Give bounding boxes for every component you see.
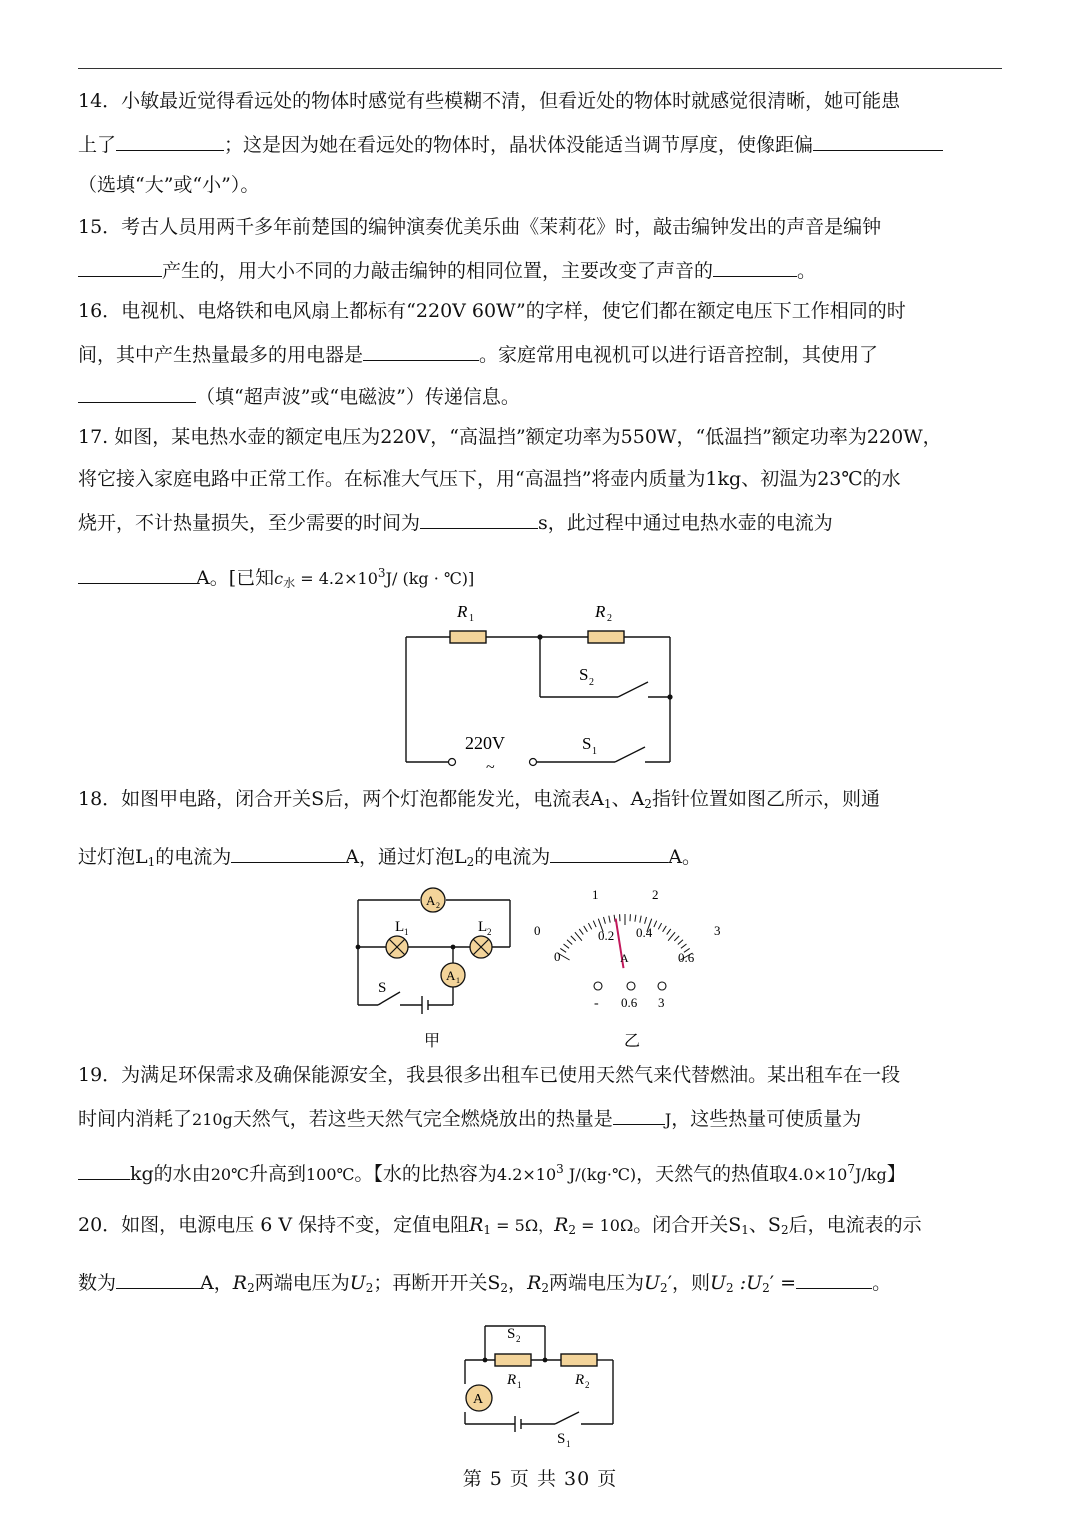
r1-label-sub: 1 <box>517 1380 522 1390</box>
r2-label: R <box>595 602 606 621</box>
ammeter-label: A <box>473 1392 484 1407</box>
ac-symbol: ~ <box>486 759 495 776</box>
meter-tick <box>654 921 657 927</box>
q15-blank1[interactable] <box>78 256 162 277</box>
inner-tick-label-2: 0.4 <box>636 925 653 940</box>
terminal-0-6 <box>627 982 635 990</box>
q16-line1: 16．电视机、电烙铁和电风扇上都标有“220V 60W”的字样，使它们都在额定电压下工作相同的时 <box>78 300 906 322</box>
q16-line3: （填“超声波”或“电磁波”）传递信息。 <box>78 382 1008 410</box>
s2-label: S <box>579 665 589 684</box>
q15-blank2[interactable] <box>713 256 797 277</box>
q14-line3: （选填“大”或“小”）。 <box>78 174 260 196</box>
ammeter-a1-label: A <box>446 968 456 983</box>
r2-label-sub: 2 <box>607 613 612 624</box>
q14-line2: 上了 ；这是因为她在看远处的物体时，晶状体没能适当调节厚度，使像距偏 <box>78 130 1008 158</box>
terminal-label-0-6: 0.6 <box>621 995 638 1010</box>
outer-tick-label-3: 3 <box>714 923 721 938</box>
meter-tick <box>579 929 583 935</box>
terminal-negative <box>594 982 602 990</box>
q20-line2: 数为 A，$R_2$两端电压为$U_2$；再断开开关$S_2$，$R_2$两端电压为$U_2'$，则$U_2$ $:U_2'$ = 。 <box>78 1268 1008 1301</box>
q19-line2: 时间内消耗了210g天然气，若这些天然气完全燃烧放出的热量是 J，这些热量可使质量为 <box>78 1104 1008 1133</box>
inner-tick-label-3: 0.6 <box>678 950 695 965</box>
outer-tick-label-0: 0 <box>534 923 541 938</box>
meter-tick <box>678 940 683 945</box>
meter-tick <box>614 915 615 922</box>
meter-tick <box>674 936 679 941</box>
q17-line1: 17. 如图，某电热水壶的额定电压为220V，“高温挡”额定功率为550W，“低温挡”额定功率为220W， <box>78 426 942 448</box>
q16-blank1[interactable] <box>363 340 479 361</box>
q17-line3: 烧开，不计热量损失，至少需要的时间为 s，此过程中通过电热水壶的电流为 <box>78 508 1008 536</box>
q15-line1: 15．考古人员用两千多年前楚国的编钟演奏优美乐曲《茉莉花》时，敲击编钟发出的声音是编钟 <box>78 216 882 238</box>
q18-blank1[interactable] <box>231 842 345 863</box>
meter-tick <box>645 917 647 924</box>
r2-label: R <box>575 1372 585 1388</box>
q16-blank2[interactable] <box>78 382 196 403</box>
terminal <box>449 759 456 766</box>
terminal-label-negative: - <box>594 996 599 1011</box>
s2-label-sub: 2 <box>589 677 594 688</box>
junction-dot <box>667 694 672 699</box>
meter-tick <box>588 923 591 929</box>
meter-tick <box>584 926 588 932</box>
q20-blank1[interactable] <box>116 1268 200 1289</box>
meter-tick <box>635 915 636 922</box>
inner-tick-label-0: 0 <box>554 949 561 964</box>
r2-label-sub: 2 <box>585 1380 590 1390</box>
terminal-3 <box>658 982 666 990</box>
outer-tick-label-1: 1 <box>592 887 599 902</box>
meter-tick <box>640 916 641 923</box>
q19-line1: 19．为满足环保需求及确保能源安全，我县很多出租车已使用天然气来代替燃油。某出租车在一段 <box>78 1064 901 1086</box>
meter-tick <box>681 944 687 948</box>
q14-blank1[interactable] <box>116 130 224 151</box>
q19-line3: kg的水由20℃升高到100℃。【水的比热容为$4.2\times 10^3$ J/(kg·℃)，天然气的热值取$4.0\times 10^7J/kg$】 <box>78 1156 1008 1188</box>
q20-blank2[interactable] <box>796 1268 872 1289</box>
q16-line2: 间，其中产生热量最多的用电器是 。家庭常用电视机可以进行语音控制，其使用了 <box>78 340 1008 368</box>
junction-dot <box>451 945 456 950</box>
junction-dot <box>356 945 361 950</box>
ammeter-dial-figure <box>528 880 738 1050</box>
q17-blank2[interactable] <box>78 563 196 584</box>
meter-tick <box>663 926 667 932</box>
meter-tick <box>658 923 661 929</box>
s2-label-sub: 2 <box>516 1334 521 1344</box>
s1-label: S <box>582 734 592 753</box>
q17-line2: 将它接入家庭电路中正常工作。在标准大气压下，用“高温挡”将壶内质量为1kg、初温为23℃的水 <box>78 468 901 490</box>
meter-tick <box>604 917 606 924</box>
caption-yi: 乙 <box>624 1033 641 1050</box>
outer-tick-label-2: 2 <box>652 887 659 902</box>
q18-circuit-figure <box>350 880 520 1050</box>
junction-dot <box>543 1358 548 1363</box>
page-footer: 第 5 页 共 30 页 <box>462 1468 618 1490</box>
q14-line1: 14．小敏最近觉得看远处的物体时感觉有些模糊不清，但看近处的物体时就感觉很清晰，她可能患 <box>78 90 901 112</box>
r1-label-sub: 1 <box>469 613 474 624</box>
meter-tick <box>668 932 675 941</box>
meter-tick <box>560 948 566 952</box>
q14-blank2[interactable] <box>813 130 943 151</box>
meter-tick <box>567 940 572 945</box>
s2-label: S <box>507 1326 516 1342</box>
l2-label-sub: 2 <box>487 927 492 937</box>
caption-jia: 甲 <box>424 1033 441 1050</box>
junction-dot <box>483 1358 488 1363</box>
q19-blank2[interactable] <box>78 1159 130 1180</box>
top-rule <box>78 68 1002 69</box>
r1-label: R <box>457 602 468 621</box>
meter-tick <box>667 929 671 935</box>
q20-circuit-figure <box>455 1312 635 1452</box>
voltage-label: 220V <box>465 733 505 753</box>
r1-label: R <box>507 1372 517 1388</box>
s1-label-sub: 1 <box>592 746 597 757</box>
junction-dot <box>537 634 542 639</box>
s1-label-sub: 1 <box>566 1439 571 1449</box>
q18-line1: 18．如图甲电路，闭合开关S后，两个灯泡都能发光，电流表$A_1$、$A_2$指针位置如图乙所示，则通 <box>78 788 880 811</box>
meter-tick <box>564 944 570 948</box>
q18-blank2[interactable] <box>550 842 668 863</box>
q19-blank1[interactable] <box>613 1104 665 1125</box>
q17-circuit-figure <box>390 592 690 780</box>
meter-tick <box>593 921 596 927</box>
terminal <box>530 759 537 766</box>
inner-tick-label-1: 0.2 <box>598 928 615 943</box>
l1-label: L <box>395 919 405 935</box>
meter-unit-label: A <box>620 951 629 965</box>
q20-line1: 20．如图，电源电压 6 V 保持不变，定值电阻$R_1 = 5\Omega$，$R_2 = 10\Omega$。闭合开关$S_1$、$S_2$后，电流表的示 <box>78 1214 922 1237</box>
ammeter-a2-label-sub: 2 <box>436 901 440 910</box>
l1-label-sub: 1 <box>404 927 409 937</box>
ammeter-a2-label: A <box>426 893 436 908</box>
l2-label: L <box>478 919 488 935</box>
meter-tick <box>609 916 610 923</box>
q15-line2: 产生的，用大小不同的力敲击编钟的相同位置，主要改变了声音的 。 <box>78 256 1008 284</box>
meter-tick <box>575 932 582 941</box>
ammeter-a1-label-sub: 1 <box>456 976 460 985</box>
q17-blank1[interactable] <box>420 508 538 529</box>
q17-line4: A。[已知$c_水 = 4.2\times 10^3J/$ (kg · ℃)] <box>78 560 1008 596</box>
s1-label: S <box>557 1431 566 1447</box>
terminal-label-3: 3 <box>658 995 665 1010</box>
q18-line2: 过灯泡$L_1$的电流为 A，通过灯泡$L_2$的电流为 A。 <box>78 842 1008 875</box>
switch-s-label: S <box>378 980 387 996</box>
meter-tick <box>571 936 576 941</box>
